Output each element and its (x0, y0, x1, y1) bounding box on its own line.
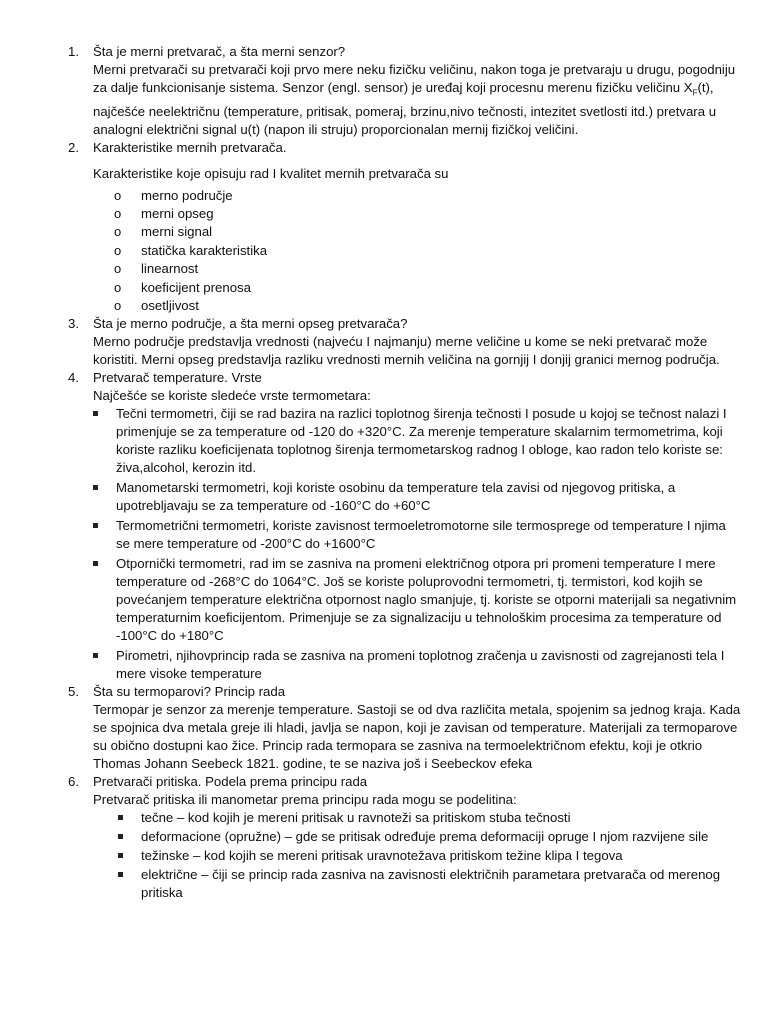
list-item-text: merni opseg (141, 206, 214, 222)
answer-text-part1: Merni pretvarači su pretvarači koji prvo mere neku fizičku veličinu, nakon toga je pretvaraju u drugu, pogodniju za dalje funkcionisanje sistema. Senzor (engl. sensor) je uređaj koji procesnu merenu fizičku veličinu X (93, 62, 736, 95)
list-item (0, 260, 768, 278)
list-item-text: električne – čiji se princip rada zasniva na zavisnosti električnih parametara pretvarača od merenog pritiska (141, 867, 721, 901)
list-item-text: linearnost (141, 261, 199, 277)
list-item-text: koeficijent prenosa (141, 279, 251, 295)
list-item (0, 242, 768, 260)
square-bullet-icon (118, 834, 123, 839)
list-item-text: osetljivost (141, 298, 199, 314)
answer-intro: Najčešće se koriste sledeće vrste termometara: (93, 388, 371, 404)
circle-bullet-icon: o (114, 242, 122, 258)
answer-intro: Pretvarač pritiska ili manometar prema principu rada mogu se podelitina: (93, 792, 517, 808)
list-item-text: deformacione (opružne) – gde se pritisak određuje prema deformaciji opruge I njom razvijene sile (141, 829, 709, 845)
list-item (0, 297, 768, 315)
list-item-text: Pirometri, njihovprincip rada se zasniva na promeni toplotnog zračenja u zavisnosti od zagrejanosti tela I mere visoke temperature (116, 648, 725, 682)
question-title: Pretvarači pritiska. Podela prema principu rada (93, 774, 368, 790)
circle-bullet-icon: o (114, 279, 122, 295)
question-5 (0, 683, 768, 773)
question-title: Karakteristike mernih pretvarača. (93, 139, 287, 155)
circle-bullet-icon: o (114, 224, 122, 240)
list-item (0, 866, 742, 902)
question-title: Pretvarač temperature. Vrste (93, 370, 262, 386)
list-item-text: Termometrični termometri, koriste zavisnost termoeletromotorne sile termosprege od temperature I njima se mere temperature od -200°C do +1600°C (116, 518, 726, 552)
list-item (0, 187, 768, 205)
list-item-text: Tečni termometri, čiji se rad bazira na razlici toplotnog širenja tečnosti I posude u kojoj se tečnost nalazi I primenjuje se za temperature od -120 do +320°C. Za merenje temperature skalarnim termometrima, koji koriste razliku koeficijenata toplotnog širenja termometarskog radnog I obloge, kao radon telo koriste se: živa,alcohol, kerozin itd. (116, 406, 727, 476)
list-item (0, 847, 742, 865)
square-bullet-icon (93, 411, 98, 416)
question-title: Šta je merno područje, a šta merni opseg pretvarača? (93, 316, 408, 332)
question-number: 3. (68, 316, 79, 332)
list-item-text: težinske – kod kojih se mereni pritisak uravnotežava pritiskom težine klipa I tegova (141, 848, 623, 864)
list-item (0, 809, 742, 827)
answer-text: Termopar je senzor za merenje temperature. Sastoji se od dva različita metala, spojenim sa jednog kraja. Kada se spojnica dva metala greje ili hladi, javlja se napon, koji je zavisan od temperature. Materijali za termoparove su obično dostupni kao žice. Princip rada termopara se zasniva na termoelektričnom efektu, koji je otkrio Thomas Johann Seebeck 1821. godine, te se naziva još i Seebeckov efeka (93, 702, 741, 772)
question-number: 5. (68, 684, 79, 700)
list-item (0, 647, 742, 683)
square-bullet-icon (118, 853, 123, 858)
subscript-f: F (692, 88, 698, 98)
answer-text: Merno područje predstavlja vrednosti (najveću I najmanju) merne veličine u kome se neki pretvarač može koristiti. Merni opseg predstavlja razliku vrednosti mernih veličina na gornjij I donjij granici mernog područja. (93, 334, 720, 368)
list-item (0, 223, 768, 241)
answer-text-intro (93, 61, 748, 139)
question-4 (0, 369, 768, 683)
list-item-text: Manometarski termometri, koji koriste osobinu da temperature tela zavisi od njegovog pritiska, a upotrebljavaju se za temperature od -160°C do +60°C (116, 480, 676, 514)
square-bullet-icon (118, 872, 123, 877)
list-item-text: merno područje (141, 187, 233, 203)
list-item (0, 517, 742, 553)
square-bullet-icon (118, 815, 123, 820)
question-title: Šta su termoparovi? Princip rada (93, 684, 286, 700)
square-bullet-icon (93, 561, 98, 566)
list-item-text: statička karakteristika (141, 242, 268, 258)
list-item (0, 205, 768, 223)
question-number: 4. (68, 370, 79, 386)
list-item (0, 279, 768, 297)
square-bullet-icon (93, 485, 98, 490)
circle-bullet-icon: o (114, 206, 122, 222)
square-bullet-icon (93, 523, 98, 528)
list-item-text: merni signal (141, 224, 213, 240)
question-1 (0, 43, 768, 139)
list-item (0, 555, 742, 645)
list-item (0, 828, 742, 846)
question-number: 6. (68, 774, 79, 790)
thermometer-types-list (0, 405, 768, 683)
circle-bullet-icon: o (114, 261, 122, 277)
answer-intro: Karakteristike koje opisuju rad I kvalitet mernih pretvarača su (93, 165, 449, 181)
pressure-types-list (0, 809, 768, 902)
characteristics-list (0, 187, 768, 316)
question-title: Šta je merni pretvarač, a šta merni senzor? (93, 44, 346, 59)
question-2 (0, 139, 768, 316)
question-number: 2. (68, 139, 79, 155)
list-item-text: Otpornički termometri, rad im se zasniva na promeni električnog otpora pri promeni temperature I mere temperature od -268°C do 1064°C. Još se koriste poluprovodni termometri, tj. termistori, kod kojih se povećanjem temperature električna otpornost naglo smanjuje, tj. koriste se otporni materijali sa negativnim temperaturnim koeficijentom. Primenjuje se za signalizaciju u tehnološkim procesima za temperature od -100°C do +180°C (116, 556, 737, 644)
circle-bullet-icon: o (114, 298, 122, 314)
answer-text-part2: (t), najčešće neelektričnu (temperature, pritisak, pomeraj, brzinu,nivo tečnosti, intezitet svetlosti itd.) pretvara u analogni električni signal u(t) (napon ili struju) proporcionalan mernij fizičkoj veličini. (93, 80, 717, 137)
question-number: 1. (68, 44, 79, 59)
question-6 (0, 773, 768, 902)
question-3 (0, 315, 768, 369)
list-item (0, 405, 742, 477)
circle-bullet-icon: o (114, 187, 122, 203)
square-bullet-icon (93, 653, 98, 658)
list-item (0, 479, 742, 515)
list-item-text: tečne – kod kojih je mereni pritisak u ravnoteži sa pritiskom stuba tečnosti (141, 810, 571, 826)
